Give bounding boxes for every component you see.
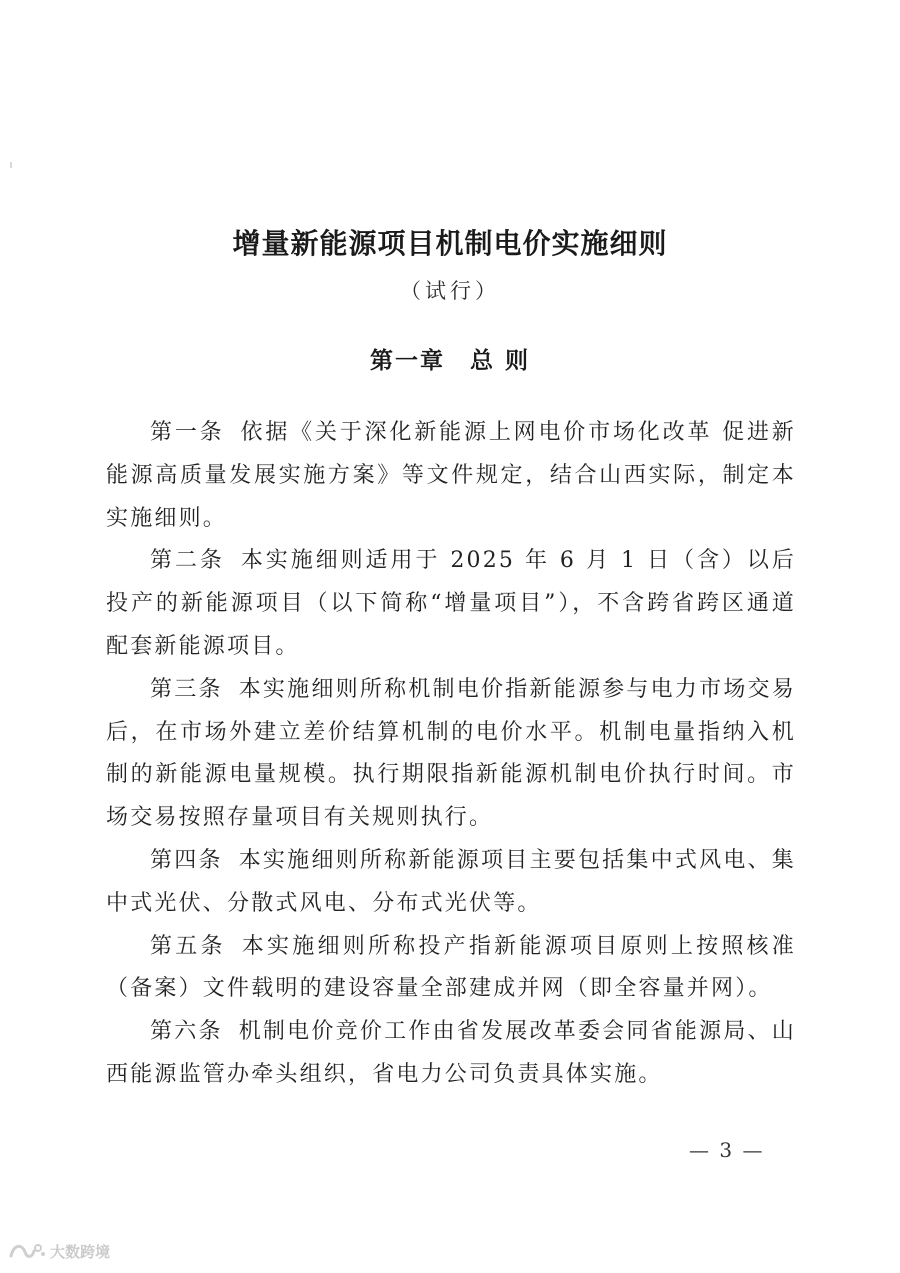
article-label: 第六条	[150, 1019, 223, 1045]
document-subtitle: （试行）	[400, 279, 500, 303]
article-label: 第三条	[150, 676, 223, 702]
article-3	[106, 669, 796, 840]
article-label: 第一条	[150, 420, 225, 445]
article-label: 第四条	[150, 847, 223, 873]
document-body	[106, 412, 796, 1097]
article-6	[106, 1011, 796, 1097]
scan-speck	[10, 162, 12, 168]
article-4	[106, 840, 796, 926]
page-number: — 3 —	[689, 1138, 765, 1162]
article-1	[106, 412, 796, 540]
document-title: 增量新能源项目机制电价实施细则	[232, 227, 668, 260]
article-text: 机制电价竞价工作由省发展改革委会同省能源局、山西能源监管办牵头组织，省电力公司负责具体实施。	[106, 1019, 796, 1087]
article-5	[106, 926, 796, 1012]
article-text: 本实施细则适用于 2025 年 6 月 1 日（含）以后投产的新能源项目（以下简称“增量项目”），不含跨省跨区通道配套新能源项目。	[106, 548, 796, 659]
article-text: 本实施细则所称投产指新能源项目原则上按照核准（备案）文件载明的建设容量全部建成并网（即全容量并网）。	[106, 933, 796, 1002]
brand-logo-icon	[8, 1240, 46, 1262]
article-text: 本实施细则所称机制电价指新能源参与电力市场交易后，在市场外建立差价结算机制的电价水平。机制电量指纳入机制的新能源电量规模。执行期限指新能源机制电价执行时间。市场交易按照存量项目有关规则执行。	[106, 676, 796, 831]
chapter-heading: 第一章 总 则	[369, 347, 530, 374]
watermark	[8, 1240, 110, 1262]
article-label: 第五条	[150, 933, 226, 959]
watermark-text: 大数跨境	[50, 1242, 111, 1261]
article-label: 第二条	[150, 548, 225, 574]
article-text: 依据《关于深化新能源上网电价市场化改革 促进新能源高质量发展实施方案》等文件规定，结合山西实际，制定本实施细则。	[106, 420, 796, 531]
article-2	[106, 540, 796, 668]
article-text: 本实施细则所称新能源项目主要包括集中式风电、集中式光伏、分散式风电、分布式光伏等。	[106, 847, 796, 916]
